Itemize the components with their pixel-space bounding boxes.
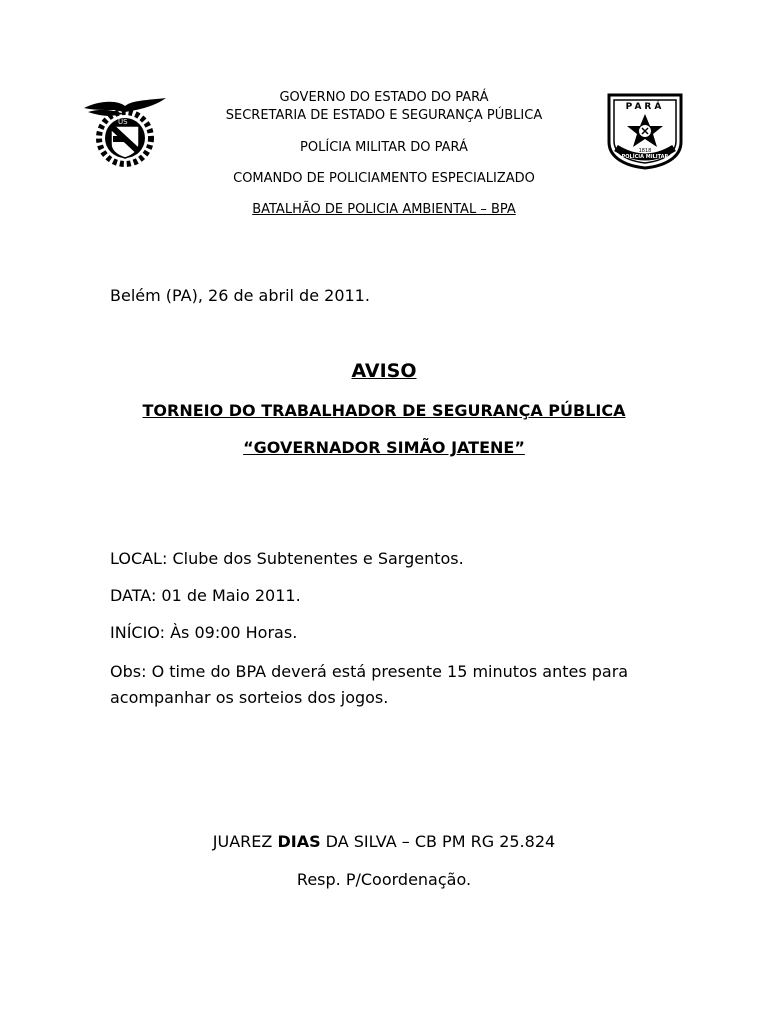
header-command: COMANDO DE POLICIAMENTO ESPECIALIZADO [233,171,535,186]
shield-year: 1818 [638,148,652,154]
notice-title: AVISO [351,360,417,382]
tournament-subtitle: “GOVERNADOR SIMÃO JATENE” [243,438,525,457]
date-line: Belém (PA), 26 de abril de 2011. [110,286,370,305]
header-government: GOVERNO DO ESTADO DO PARÁ [279,90,489,105]
signature-role: Resp. P/Coordenação. [296,870,472,889]
header-secretariat: SECRETARIA DE ESTADO E SEGURANÇA PÚBLICA [225,108,543,123]
signature-name [0,832,768,851]
detail-start-time: INÍCIO: Às 09:00 Horas. [110,623,298,642]
signature-name-part1: JUAREZ [212,832,278,851]
detail-location: LOCAL: Clube dos Subtenentes e Sargentos. [110,549,464,568]
signature-name-bold: DIAS [277,832,321,851]
tournament-title: TORNEIO DO TRABALHADOR DE SEGURANÇA PÚBLICA [142,401,626,420]
police-shield-icon [606,92,684,170]
detail-observation: Obs: O time do BPA deverá está presente 15 minutos antes para acompanhar os sorteios dos jogos. [110,662,629,707]
header-battalion: BATALHÃO DE POLICIA AMBIENTAL – BPA [252,202,516,217]
shield-top-text: PARÁ [625,102,665,112]
shield-bottom-text: POLÍCIA MILITAR [621,154,669,160]
signature-name-part2: DA SILVA – CB PM RG 25.824 [320,832,556,851]
header-police: POLÍCIA MILITAR DO PARÁ [300,140,468,155]
svg-text:US: US [118,118,128,126]
detail-date: DATA: 01 de Maio 2011. [110,586,301,605]
